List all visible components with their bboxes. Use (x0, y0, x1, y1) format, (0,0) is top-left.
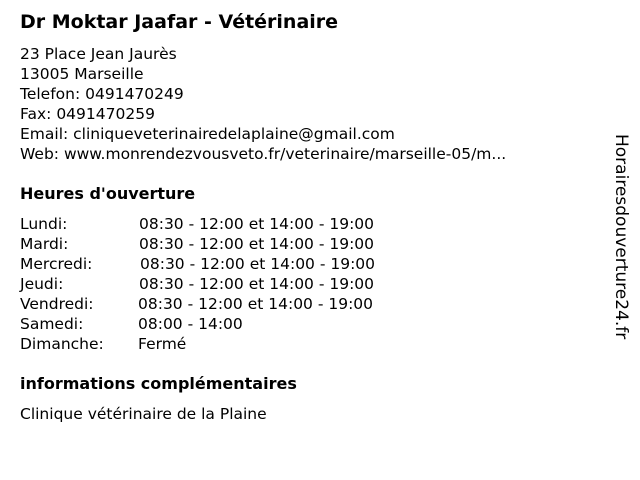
day-label: Samedi: (20, 315, 84, 333)
time-value: 08:30 - 12:00 et 14:00 - 19:00 (139, 235, 375, 253)
contact-info (20, 44, 506, 164)
extra-info-text: Clinique vétérinaire de la Plaine (20, 405, 267, 423)
time-value: 08:30 - 12:00 et 14:00 - 19:00 (139, 215, 375, 233)
time-value: 08:30 - 12:00 et 14:00 - 19:00 (140, 255, 376, 273)
day-label: Lundi: (20, 215, 68, 233)
time-value: Fermé (138, 335, 187, 353)
street-address: 23 Place Jean Jaurès (20, 45, 177, 63)
time-value: 08:30 - 12:00 et 14:00 - 19:00 (139, 275, 375, 293)
time-value: 08:00 - 14:00 (138, 315, 243, 333)
phone-number: Telefon: 0491470249 (20, 85, 184, 103)
extra-info-heading: informations complémentaires (20, 374, 297, 393)
site-watermark: Horairesdouverture24.fr (611, 134, 631, 340)
hours-heading: Heures d'ouverture (20, 184, 196, 203)
fax-number: Fax: 0491470259 (20, 105, 155, 123)
city-address: 13005 Marseille (20, 65, 144, 83)
email-address: Email: cliniqueveterinairedelaplaine@gmail.com (20, 125, 395, 143)
day-label: Mardi: (20, 235, 69, 253)
time-value: 08:30 - 12:00 et 14:00 - 19:00 (138, 295, 374, 313)
page-title: Dr Moktar Jaafar - Vétérinaire (20, 11, 339, 33)
day-label: Dimanche: (20, 335, 104, 353)
day-label: Jeudi: (20, 275, 64, 293)
day-label: Mercredi: (20, 255, 93, 273)
website-link: Web: www.monrendezvousveto.fr/veterinaire/marseille-05/m... (20, 145, 507, 163)
day-label: Vendredi: (20, 295, 94, 313)
